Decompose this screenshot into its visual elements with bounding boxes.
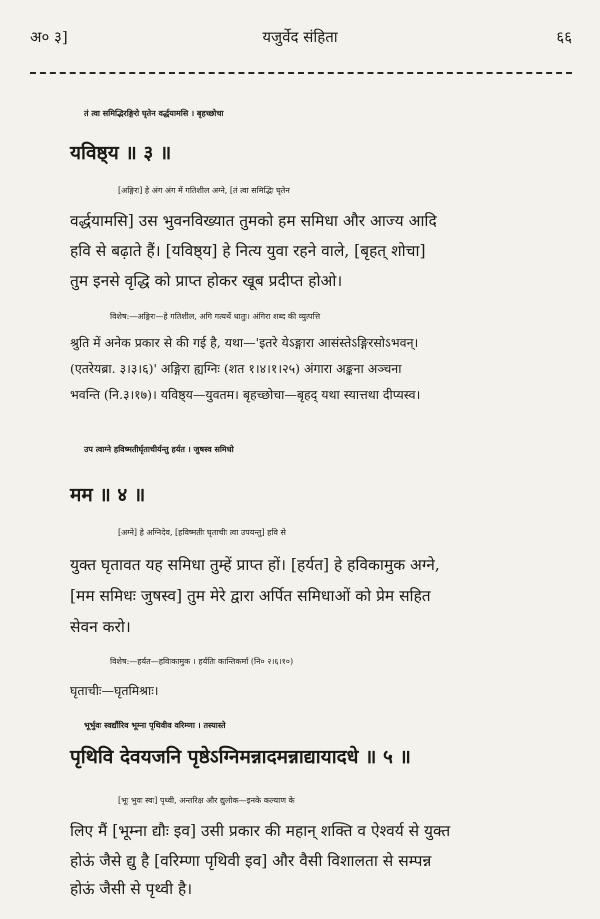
note-4-line-1: विशेष:—हर्यत—हविःकामुक । हर्यतिः कान्तिकर्मा (नि० २।६।१०) (110, 657, 294, 666)
translation-4-line-2: युक्त घृतावत यह समिधा तुम्हें प्राप्त हों। [हर्यत] हे हविकामुक अग्ने, (70, 556, 440, 574)
translation-4-line-4: सेवन करो। (70, 618, 131, 636)
mantra-5-line-2: पृथिवि देवयजनि पृष्ठेऽग्निमन्नादमन्नाद्यायादधे ॥ ५ ॥ (70, 746, 411, 768)
translation-3-line-4: तुम इनसे वृद्धि को प्राप्त होकर खूब प्रदीप्त होओ। (70, 272, 343, 290)
translation-4-line-1: [अग्ने] हे अग्निदेव, [हविष्मतीः घृताचीः त्वा उपयन्तु] हवि से (118, 528, 286, 537)
translation-5-line-1: [भूः भुवः स्वः] पृथ्वी, अन्तरिक्ष और द्युलोक—इनके कल्याण के (118, 796, 295, 805)
translation-3-line-2: वर्द्धयामसि] उस भुवनविख्यात तुमको हम समिधा और आज्य आदि (70, 212, 437, 230)
page-number: ६६ (556, 28, 572, 46)
note-3-line-4: भवन्ति (नि.३।१७)। यविष्ठ्य—युवतम। बृहच्छोचा—बृहद् यथा स्यात्तथा दीप्यस्व। (70, 387, 421, 402)
translation-3-line-3: हवि से बढ़ाते हैं। [यविष्ठ्य] हे नित्य युवा रहने वाले, [बृहत् शोचा] (70, 242, 426, 260)
mantra-3-line-1: तं त्वा समिद्भिरङ्गिरो घृतेन वर्द्धयामसि । बृहच्छोचा (84, 108, 224, 118)
chapter-marker: अ० ३] (30, 28, 68, 46)
translation-4-line-3: [मम समिधः जुषस्व] तुम मेरे द्वारा अर्पित समिधाओं को प्रेम सहित (70, 587, 431, 605)
note-3-line-3: (एतरेयब्रा. ३।३।६)' अङ्गिरा ह्यग्निः (शत १।४।१।२५) अंगारा अङ्कना अञ्चना (70, 361, 402, 376)
running-title: यजुर्वेद संहिता (262, 28, 338, 46)
header-rule (30, 72, 572, 74)
mantra-4-line-1: उप त्वाग्ने हविष्मतीर्घृताचीर्यन्तु हर्यत । जुषस्व समिधो (84, 444, 234, 454)
note-4-line-2: घृताचीः—घृतमिश्राः। (70, 683, 159, 698)
mantra-3-line-2: यविष्ठ्य ॥ ३ ॥ (70, 142, 172, 164)
translation-5-line-2: लिए मैं [भूम्ना द्यौः इव] उसी प्रकार की महान् शक्ति व ऐश्वर्य से युक्त (70, 822, 451, 840)
mantra-4-line-2: मम ॥ ४ ॥ (70, 484, 146, 506)
translation-5-line-3: होऊं जैसे द्यु है [वरिम्णा पृथिवी इव] और वैसी विशालता से सम्पन्न (70, 852, 432, 870)
mantra-5-line-1: भूर्भुवः स्वर्द्यौरिव भूम्ना पृथिवीव वरिम्णा । तस्यास्ते (84, 720, 226, 730)
translation-3-line-1: [अङ्गिरः] हे अंग अंग में गतिशील अग्ने, [तं त्वा समिद्भिः घृतेन (118, 186, 290, 195)
translation-5-line-4: होऊं जैसी से पृथ्वी है। (70, 880, 193, 898)
note-3-line-1: विशेष:—अङ्गिरः—हे गतिशील, अगि गत्यर्थे धातुः। अंगिरा शब्द की व्युत्पत्ति (110, 312, 321, 321)
note-3-line-2: श्रुति में अनेक प्रकार से की गई है, यथा—'इतरे येऽङ्गारा आसंस्तेऽङ्गिरसोऽभवन्। (70, 335, 419, 350)
